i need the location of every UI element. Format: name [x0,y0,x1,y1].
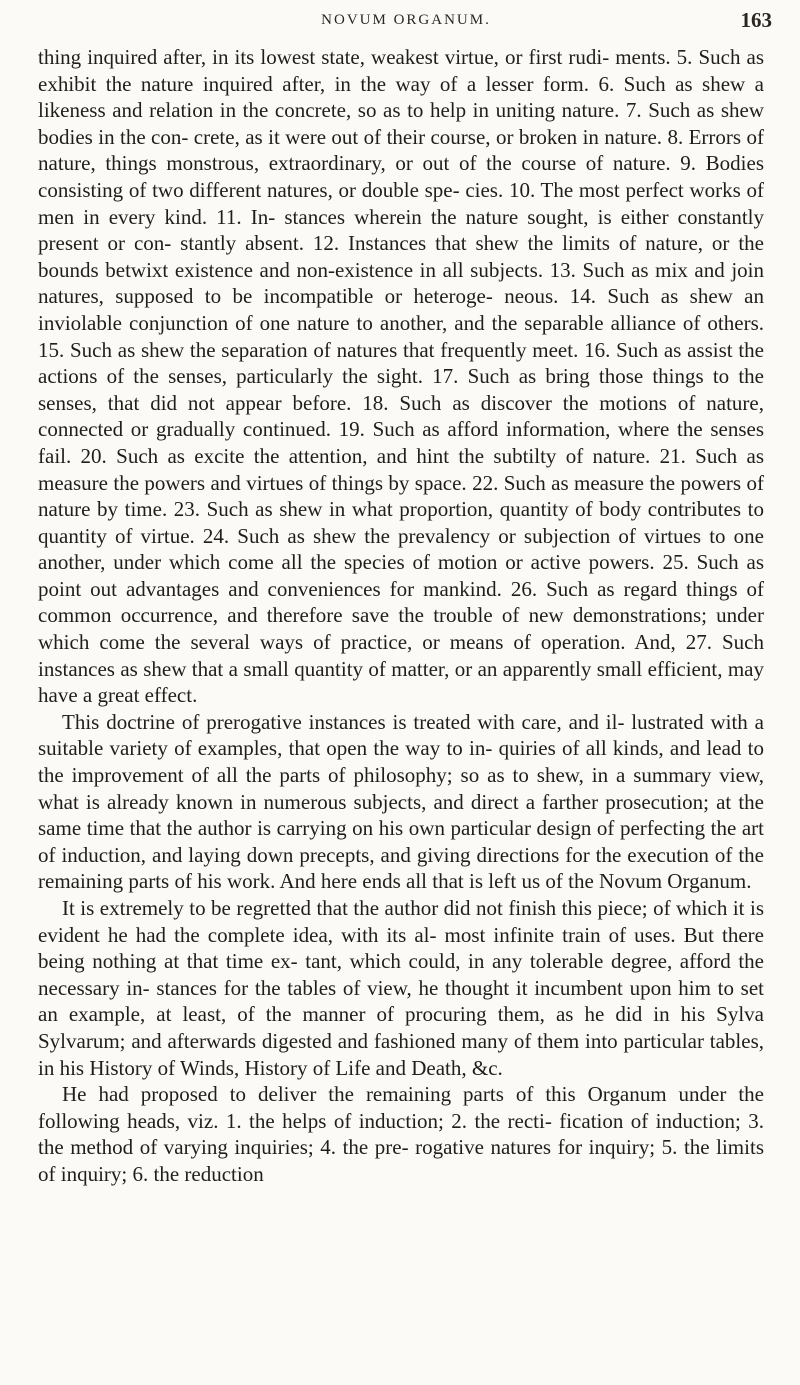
paragraph-list-of-instances: thing inquired after, in its lowest state, weakest virtue, or first rudi- ments. 5. Such as exhibit the nature inquired after, in the way of a lesser form. 6. Such as shew a likeness and relation in the concrete, so as to help in uniting nature. 7. Such as shew bodies in the con- crete, as it were out of their course, or broken in nature. 8. Errors of nature, things monstrous, extraordinary, or out of the course of nature. 9. Bodies consisting of two different natures, or double spe- cies. 10. The most perfect works of men in every kind. 11. In- stances wherein the nature sought, is either constantly present or con- stantly absent. 12. Instances that shew the limits of nature, or the bounds betwixt existence and non-existence in all subjects. 13. Such as mix and join natures, supposed to be incompatible or heteroge- neous. 14. Such as shew an inviolable conjunction of one nature to another, and the separable alliance of others. 15. Such as shew the separation of natures that frequently meet. 16. Such as assist the actions of the senses, particularly the sight. 17. Such as bring those things to the senses, that did not appear before. 18. Such as discover the motions of nature, connected or gradually continued. 19. Such as afford information, where the senses fail. 20. Such as excite the attention, and hint the subtilty of nature. 21. Such as measure the powers and virtues of things by space. 22. Such as measure the powers of nature by time. 23. Such as shew in what proportion, quantity of body contributes to quantity of virtue. 24. Such as shew the prevalency or subjection of virtues to one another, under which come all the species of motion or active powers. 25. Such as point out advantages and conveniences for mankind. 26. Such as regard things of common occurrence, and therefore save the trouble of new demonstrations; under which come the several ways of practice, or means of operation. And, 27. Such instances as shew that a small quantity of matter, or an apparently small efficient, may have a great effect. [38,45,764,708]
running-head [40,8,772,38]
paragraph-regret: It is extremely to be regretted that the author did not finish this piece; of which it is evident he had the complete idea, with its al- most infinite train of uses. But there being nothing at that time ex- tant, which could, in any tolerable degree, afford the necessary in- stances for the tables of view, he thought it incumbent upon him to set an example, at least, of the manner of procuring them, as he did in his Sylva Sylvarum; and afterwards digested and fashioned many of them into particular tables, in his History of Winds, History of Life and Death, &c. [38,896,764,1080]
paragraph-remaining-parts: He had proposed to deliver the remaining parts of this Organum under the following heads, viz. 1. the helps of induction; 2. the recti- fication of induction; 3. the method of varying inquiries; 4. the pre- rogative natures for inquiry; 5. the limits of inquiry; 6. the reduction [38,1082,764,1186]
page-number: 163 [740,8,772,32]
body-text [38,44,764,1188]
running-title: NOVUM ORGANUM. [321,12,491,28]
paragraph-doctrine: This doctrine of prerogative instances is treated with care, and il- lustrated with a suitable variety of examples, that open the way to in- quiries of all kinds, and lead to the improvement of all the parts of philosophy; so as to shew, in a summary view, what is already known in numerous subjects, and direct a farther prosecution; at the same time that the author is carrying on his own particular design of perfecting the art of induction, and laying down precepts, and giving directions for the execution of the remaining parts of his work. And here ends all that is left us of the Novum Organum. [38,709,764,894]
